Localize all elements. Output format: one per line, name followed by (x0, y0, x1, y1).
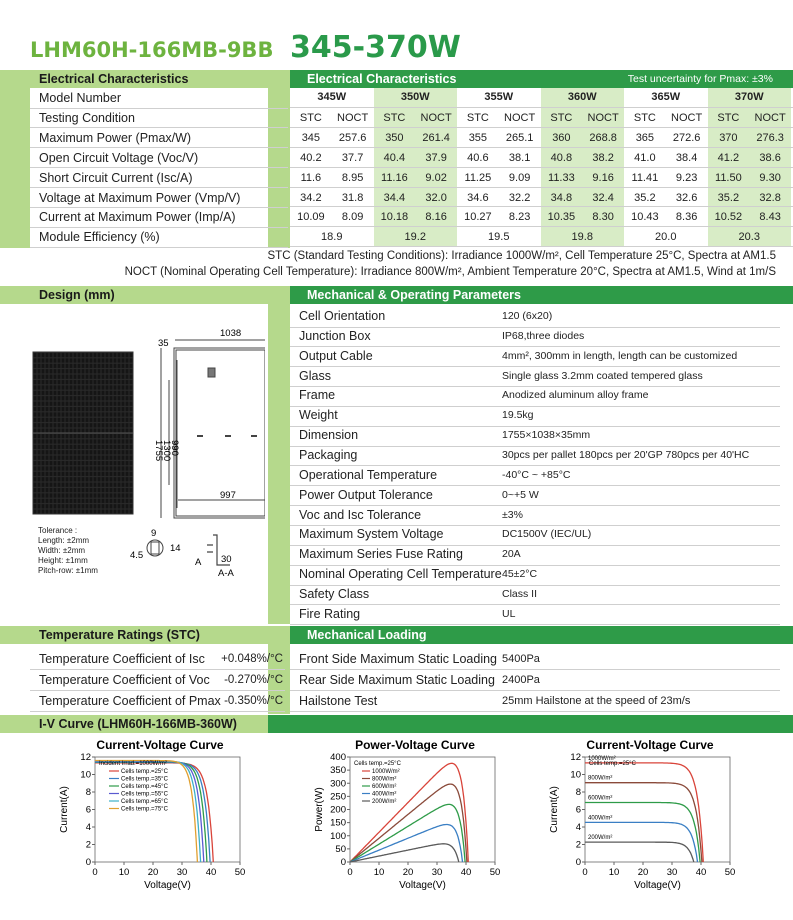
table-cell: 10.09 (297, 211, 325, 224)
test-uncertainty-note: Test uncertainty for Pmax: ±3% (627, 73, 773, 85)
mechanical-header: Mechanical & Operating Parameters (290, 286, 793, 304)
mechanical-row (290, 605, 780, 626)
mechanical-row (290, 426, 780, 447)
mechanical-param-value: 1755×1038×35mm (502, 429, 591, 442)
table-cell: 38.1 (508, 151, 531, 164)
condition-header: NOCT (671, 111, 703, 124)
table-cell: 9.02 (425, 171, 447, 184)
tolerance-notes (38, 526, 98, 576)
table-cell: 8.95 (341, 171, 364, 184)
table-cell: 35.2 (717, 191, 740, 204)
legend-title: Cells temp.=25°C (354, 761, 401, 767)
legend-entry: Cells temp.=55°C (121, 791, 168, 798)
table-cell: 9.16 (592, 171, 614, 184)
x-tick-label: 30 (666, 867, 678, 878)
temperature-row (30, 670, 285, 691)
mechanical-param-label: Output Cable (299, 348, 373, 363)
x-tick-label: 20 (402, 867, 414, 878)
legend-entry: 600W/m² (588, 795, 613, 802)
x-tick-label: 30 (431, 867, 443, 878)
y-tick-label: 200 (330, 804, 346, 816)
electrical-row-label: Testing Condition (30, 109, 288, 129)
tolerance-width: Width: ±2mm (38, 546, 86, 555)
condition-header: NOCT (504, 111, 536, 124)
mechanical-param-value: 19.5kg (502, 409, 534, 422)
condition-header: NOCT (337, 111, 369, 124)
mechanical-param-label: Maximum Series Fuse Rating (299, 547, 463, 562)
y-tick-label: 0 (575, 857, 581, 868)
electrical-row-label: Model Number (30, 89, 288, 109)
y-tick-label: 6 (575, 804, 581, 816)
tolerance-length: Length: ±2mm (38, 536, 90, 545)
x-tick-label: 10 (118, 867, 130, 878)
y-tick-label: 300 (330, 778, 346, 790)
y-tick-label: 150 (330, 817, 346, 829)
y-tick-label: 2 (575, 839, 581, 851)
table-cell: 38.4 (675, 151, 698, 164)
condition-header: STC (383, 111, 406, 124)
y-tick-label: 10 (570, 769, 581, 781)
legend-entry: Cells temp.=45°C (121, 784, 168, 790)
efficiency-cell: 20.3 (738, 231, 760, 244)
table-cell: 9.30 (759, 171, 781, 184)
y-axis-label: Current(A) (549, 786, 560, 833)
electrical-header-label: Electrical Characteristics (307, 72, 457, 86)
legend-title: Incident Irrad.=1000W/m² (99, 761, 167, 767)
table-cell: 41.2 (717, 151, 740, 164)
loading-value: 2400Pa (502, 674, 540, 686)
electrical-right-header (290, 70, 793, 88)
temperature-coef-value: -0.350%/°C (224, 695, 283, 707)
mechanical-row (290, 545, 780, 566)
mechanical-param-value: 4mm², 300mm in length, length can be customized (502, 349, 738, 362)
legend-entry: Cells temp.=35°C (121, 776, 168, 783)
mechanical-row (290, 565, 780, 586)
mechanical-param-label: Operational Temperature (299, 467, 438, 482)
loading-row (290, 670, 780, 691)
efficiency-cell: 20.0 (655, 231, 677, 244)
dim-1300: 1300 (161, 440, 172, 462)
mechanical-row (290, 347, 780, 368)
table-cell: 370 (719, 131, 738, 144)
mechanical-param-label: Dimension (299, 428, 359, 443)
mounting-hole-detail (147, 540, 163, 556)
efficiency-cell: 18.9 (321, 231, 343, 244)
table-cell: 8.36 (675, 211, 698, 224)
table-cell: 32.4 (592, 191, 614, 204)
header-accent (0, 626, 30, 644)
chart-current-voltage-temperature (55, 737, 265, 897)
model-header: 360W (567, 91, 597, 103)
mechanical-param-value: UL (502, 607, 516, 620)
table-cell: 31.8 (341, 191, 364, 204)
dim-997: 997 (220, 490, 236, 501)
condition-header: STC (633, 111, 656, 124)
y-tick-label: 10 (80, 769, 91, 781)
table-cell: 32.2 (508, 191, 531, 204)
mechanical-param-label: Power Output Tolerance (299, 487, 433, 502)
legend-entry: Cells temp.=65°C (121, 799, 168, 805)
tolerance-pitch-row: Pitch-row: ±1mm (38, 566, 98, 575)
loading-value: 5400Pa (502, 653, 540, 665)
mechanical-param-value: 120 (6x20) (502, 310, 553, 322)
mechanical-param-value: IP68,three diodes (502, 329, 585, 342)
dim-1755: 1755 (153, 440, 164, 462)
table-cell: 11.33 (548, 171, 575, 184)
legend-entry: Cells temp.=75°C (121, 806, 168, 813)
table-cell: 32.0 (425, 191, 447, 204)
mechanical-row (290, 525, 780, 546)
x-tick-label: 10 (373, 867, 385, 878)
mechanical-row (290, 585, 780, 606)
legend-entry: 1000W/m² (588, 755, 616, 762)
legend-entry: 400W/m² (588, 815, 613, 822)
model-header: 345W (317, 91, 347, 103)
mechanical-param-label: Cell Orientation (299, 309, 386, 323)
side-band (268, 304, 290, 624)
side-band (0, 88, 30, 248)
chart-power-voltage (310, 737, 520, 897)
y-tick-label: 0 (85, 857, 91, 868)
chart-current-voltage-irradiance (545, 737, 755, 897)
table-cell: 37.7 (341, 151, 364, 164)
table-cell: 40.8 (550, 151, 573, 164)
legend-title: Cells temp.=25°C (589, 761, 636, 767)
y-tick-label: 350 (330, 765, 346, 777)
table-cell: 10.52 (714, 211, 743, 224)
mechanical-param-label: Weight (299, 408, 338, 423)
table-cell: 11.16 (381, 171, 408, 184)
y-tick-label: 400 (330, 752, 346, 763)
design-header: Design (mm) (30, 286, 268, 304)
x-axis-label: Voltage(V) (634, 880, 681, 891)
mechanical-param-value: 30pcs per pallet 180pcs per 20'GP 780pcs per 40'HC (502, 448, 750, 461)
x-tick-label: 40 (205, 867, 217, 878)
table-row-divider (290, 246, 793, 247)
iv-curve-header: I-V Curve (LHM60H-166MB-360W) (30, 715, 268, 733)
table-cell: 268.8 (589, 131, 617, 144)
x-tick-label: 40 (695, 867, 707, 878)
table-cell: 8.23 (508, 211, 531, 224)
loading-value: 25mm Hailstone at the speed of 23m/s (502, 695, 691, 707)
temperature-coef-value: +0.048%/°C (221, 653, 283, 665)
table-cell: 360 (552, 131, 571, 144)
table-cell: 261.4 (422, 131, 450, 144)
table-cell: 10.35 (547, 211, 576, 224)
model-header: 365W (651, 91, 681, 103)
x-tick-label: 40 (460, 867, 472, 878)
x-tick-label: 50 (724, 867, 736, 878)
module-front-view (33, 352, 133, 514)
model-title: LHM60H-166MB-9BB (30, 38, 274, 62)
mechanical-param-value: -40°C ~ +85°C (502, 468, 571, 481)
mechanical-param-value: Class II (502, 587, 538, 600)
table-row-divider (290, 107, 793, 108)
table-cell: 365 (635, 131, 655, 144)
condition-header: STC (550, 111, 573, 124)
table-cell: 355 (468, 131, 488, 144)
header-accent (0, 286, 30, 304)
tolerance-height: Height: ±1mm (38, 556, 88, 565)
table-row-divider (290, 127, 793, 128)
y-axis-label: Power(W) (314, 787, 325, 832)
x-tick-label: 20 (147, 867, 159, 878)
loading-row (290, 649, 780, 670)
model-header: 350W (400, 91, 430, 103)
y-axis-label: Current(A) (59, 786, 70, 833)
x-tick-label: 50 (489, 867, 501, 878)
mechanical-param-label: Safety Class (299, 586, 370, 601)
electrical-table (290, 88, 793, 248)
x-tick-label: 0 (92, 867, 98, 878)
table-cell: 34.4 (383, 191, 406, 204)
table-row-divider (290, 167, 793, 168)
legend-entry: 600W/m² (372, 784, 397, 790)
table-row-divider (290, 187, 793, 188)
electrical-row-label: Open Circuit Voltage (Voc/V) (30, 149, 288, 169)
temperature-header: Temperature Ratings (STC) (30, 626, 268, 644)
table-cell: 8.43 (759, 211, 781, 224)
table-cell: 257.6 (338, 131, 367, 144)
electrical-row-label: Current at Maximum Power (Imp/A) (30, 208, 288, 228)
condition-header: NOCT (754, 111, 786, 124)
table-cell: 38.6 (759, 151, 781, 164)
table-cell: 11.6 (300, 171, 322, 184)
y-tick-label: 6 (85, 804, 91, 816)
header-accent (0, 715, 30, 733)
mechanical-param-value: DC1500V (IEC/UL) (502, 528, 592, 541)
y-tick-label: 100 (330, 830, 346, 842)
dim-990: 990 (169, 440, 180, 456)
header-accent (268, 286, 290, 304)
condition-header: STC (299, 111, 322, 124)
y-tick-label: 2 (85, 839, 91, 851)
header-accent (268, 626, 290, 644)
dim-35: 35 (158, 338, 169, 349)
table-cell: 34.2 (300, 191, 322, 204)
x-tick-label: 30 (176, 867, 188, 878)
mechanical-row (290, 446, 780, 467)
table-cell: 40.4 (383, 151, 406, 164)
mechanical-param-label: Frame (299, 388, 336, 403)
legend-entry: 400W/m² (372, 791, 397, 798)
loading-header: Mechanical Loading (290, 626, 793, 644)
mechanical-row (290, 506, 780, 527)
x-axis-label: Voltage(V) (144, 880, 191, 891)
table-cell: 272.6 (672, 131, 701, 144)
electrical-row-label: Voltage at Maximum Power (Vmp/V) (30, 189, 288, 209)
table-cell: 34.6 (467, 191, 489, 204)
dim-30: 30 (221, 554, 232, 565)
dim-1038: 1038 (220, 328, 242, 339)
table-cell: 37.9 (425, 151, 447, 164)
dim-4-5: 4.5 (130, 550, 144, 561)
x-tick-label: 0 (582, 867, 588, 878)
mechanical-param-label: Nominal Operating Cell Temperature (299, 567, 502, 582)
temperature-coef-label: Temperature Coefficient of Voc (39, 673, 210, 687)
table-cell: 8.30 (592, 211, 614, 224)
plot-area (585, 757, 730, 862)
mechanical-param-label: Packaging (299, 447, 358, 462)
legend-entry: Cells temp.=25°C (121, 769, 168, 775)
electrical-left-header: Electrical Characteristics (30, 70, 268, 88)
table-cell: 40.6 (467, 151, 489, 164)
loading-label: Front Side Maximum Static Loading (299, 652, 498, 666)
mechanical-param-label: Voc and Isc Tolerance (299, 507, 422, 522)
chart-title: Power-Voltage Curve (355, 738, 475, 752)
power-range-title: 345-370W (290, 30, 461, 65)
mechanical-row (290, 307, 780, 328)
mechanical-row (290, 367, 780, 388)
mechanical-row (290, 486, 780, 507)
dim-9: 9 (151, 528, 157, 539)
x-tick-label: 10 (608, 867, 620, 878)
x-axis-label: Voltage(V) (399, 880, 446, 891)
module-back-view (161, 340, 265, 518)
condition-header: STC (466, 111, 489, 124)
table-cell: 11.50 (715, 171, 742, 184)
mechanical-param-label: Junction Box (299, 328, 371, 343)
table-cell: 40.2 (300, 151, 322, 164)
iv-header-bar (268, 715, 793, 733)
header-accent (268, 70, 290, 88)
efficiency-cell: 19.5 (488, 231, 510, 244)
chart-title: Current-Voltage Curve (586, 738, 714, 752)
mechanical-param-label: Fire Rating (299, 606, 361, 621)
header-accent (0, 70, 30, 88)
loading-label: Hailstone Test (299, 694, 378, 708)
mechanical-param-label: Glass (299, 368, 331, 383)
mechanical-row (290, 386, 780, 407)
legend-entry: 1000W/m² (372, 769, 400, 775)
legend-entry: 800W/m² (588, 775, 613, 782)
y-tick-label: 0 (340, 857, 346, 868)
section-a-left: A (195, 557, 202, 568)
mechanical-param-value: 45±2°C (502, 568, 538, 581)
y-tick-label: 250 (330, 791, 346, 803)
y-tick-label: 12 (570, 752, 581, 763)
y-tick-label: 50 (335, 843, 346, 855)
x-tick-label: 20 (637, 867, 649, 878)
dim-14: 14 (170, 543, 181, 554)
table-cell: 10.18 (380, 211, 409, 224)
table-cell: 8.16 (425, 211, 447, 224)
mechanical-param-value: 0~+5 W (502, 488, 539, 501)
table-cell: 9.23 (675, 171, 698, 184)
loading-row (290, 691, 780, 712)
y-tick-label: 8 (575, 787, 581, 798)
table-cell: 350 (385, 131, 404, 144)
stc-note: STC (Standard Testing Conditions): Irradiance 1000W/m², Cell Temperature 25°C, Spectra at AM1.5 (267, 250, 776, 262)
y-tick-label: 4 (575, 822, 581, 833)
table-cell: 32.6 (675, 191, 698, 204)
table-row-divider (290, 226, 793, 227)
mechanical-param-value: ±3% (502, 508, 523, 521)
condition-header: NOCT (587, 111, 619, 124)
table-cell: 41.0 (634, 151, 656, 164)
table-cell: 276.3 (756, 131, 784, 144)
table-row-divider (290, 147, 793, 148)
electrical-row-label: Module Efficiency (%) (30, 228, 288, 248)
temperature-row (30, 691, 285, 712)
table-cell: 32.8 (759, 191, 781, 204)
table-cell: 265.1 (505, 131, 534, 144)
table-cell: 38.2 (592, 151, 614, 164)
model-header: 355W (484, 91, 514, 103)
table-cell: 11.41 (631, 171, 659, 184)
tolerance-title: Tolerance : (38, 526, 78, 535)
condition-header: NOCT (420, 111, 452, 124)
x-tick-label: 50 (234, 867, 246, 878)
y-tick-label: 12 (80, 752, 91, 763)
legend-entry: 800W/m² (372, 776, 397, 783)
temperature-coef-label: Temperature Coefficient of Pmax (39, 694, 221, 708)
mechanical-row (290, 327, 780, 348)
table-cell: 35.2 (634, 191, 656, 204)
chart-title: Current-Voltage Curve (96, 738, 224, 752)
table-cell: 34.8 (550, 191, 573, 204)
temperature-coef-value: -0.270%/°C (224, 674, 283, 686)
electrical-row-label: Maximum Power (Pmax/W) (30, 129, 288, 149)
mechanical-param-value: Anodized aluminum alloy frame (502, 389, 649, 402)
table-cell: 10.27 (464, 211, 492, 224)
temperature-coef-label: Temperature Coefficient of Isc (39, 652, 205, 666)
model-header: 370W (734, 91, 764, 103)
table-row-divider (290, 206, 793, 207)
electrical-row-label: Short Circuit Current (Isc/A) (30, 169, 288, 189)
table-cell: 11.25 (464, 171, 492, 184)
efficiency-cell: 19.8 (571, 231, 593, 244)
table-cell: 9.09 (508, 171, 531, 184)
noct-note: NOCT (Nominal Operating Cell Temperature): Irradiance 800W/m², Ambient Temperature 20°C, Spectra at AM1.5, Wind at 1m/S (124, 266, 776, 278)
legend-entry: 200W/m² (588, 835, 613, 842)
y-tick-label: 8 (85, 787, 91, 798)
legend-entry: 200W/m² (372, 799, 397, 805)
efficiency-cell: 19.2 (404, 231, 426, 244)
loading-label: Rear Side Maximum Static Loading (299, 673, 495, 687)
mechanical-param-value: 20A (502, 548, 521, 561)
section-aa: A-A (218, 568, 234, 579)
temperature-row (30, 649, 285, 670)
mechanical-row (290, 406, 780, 427)
table-cell: 10.43 (631, 211, 659, 224)
mechanical-param-value: Single glass 3.2mm coated tempered glass (502, 369, 703, 382)
condition-header: STC (717, 111, 740, 124)
x-tick-label: 0 (347, 867, 353, 878)
y-tick-label: 4 (85, 822, 91, 833)
table-cell: 8.09 (341, 211, 364, 224)
mechanical-param-label: Maximum System Voltage (299, 527, 444, 542)
mechanical-row (290, 466, 780, 487)
table-cell: 345 (301, 131, 321, 144)
